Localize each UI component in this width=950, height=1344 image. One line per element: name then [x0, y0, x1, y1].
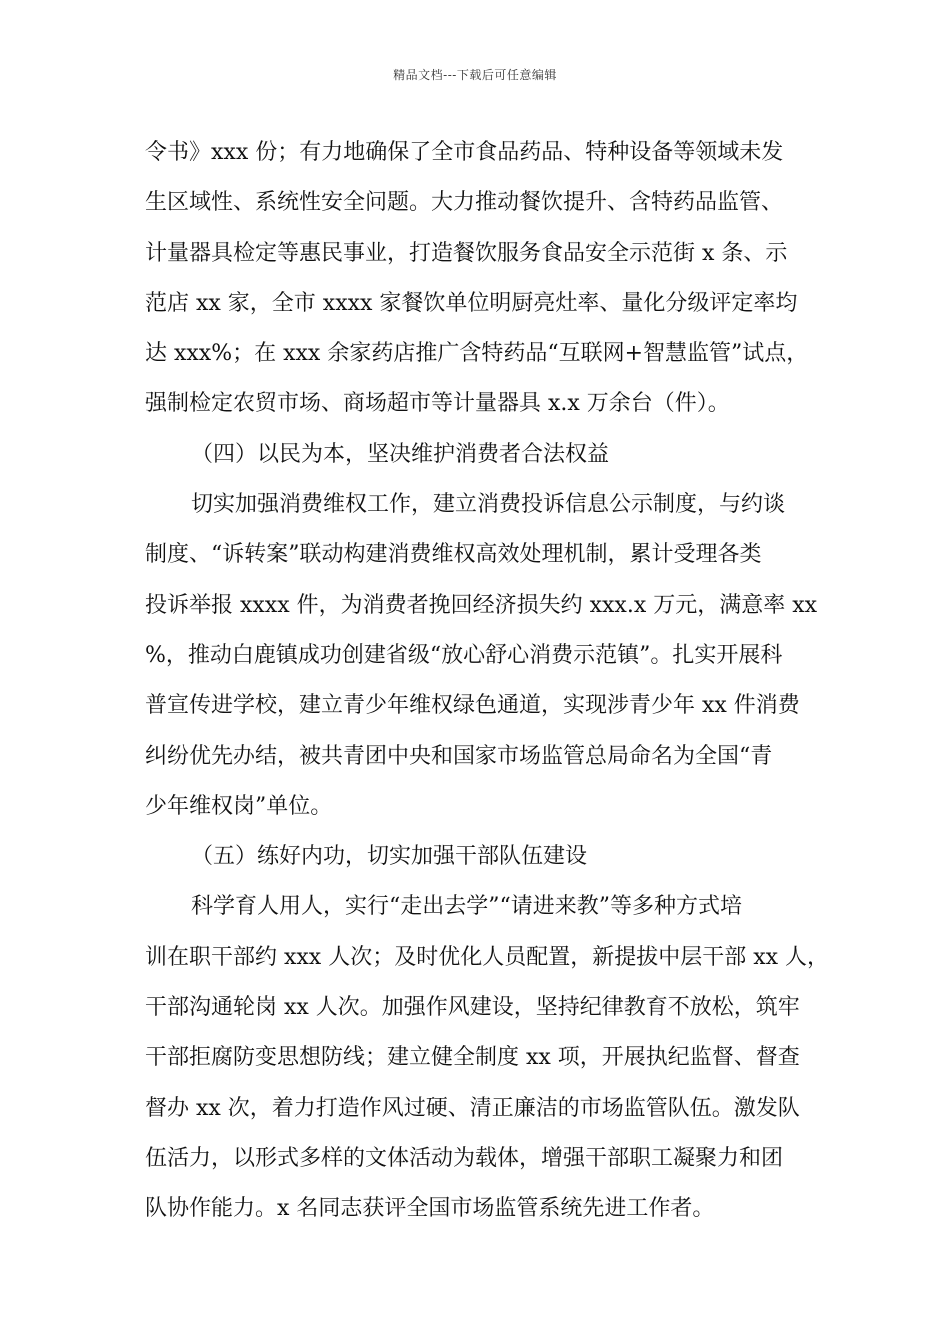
- page-header: 精品文档---下载后可任意编辑: [393, 68, 557, 82]
- text-line: 干部拒腐防变思想防线；建立健全制度 xx 项，开展执纪监督、督查: [145, 1045, 800, 1071]
- text-line: 制度、“诉转案”联动构建消费维权高效处理机制，累计受理各类: [145, 542, 762, 568]
- text-line: 生区域性、系统性安全问题。大力推动餐饮提升、含特药品监管、: [145, 190, 784, 216]
- text-line: 伍活力，以形式多样的文体活动为载体，增强干部职工凝聚力和团: [145, 1145, 784, 1171]
- section-heading: （五）练好内功，切实加强干部队伍建设: [191, 844, 588, 870]
- text-line: 训在职干部约 xxx 人次；及时优化人员配置，新提拔中层干部 xx 人，: [145, 944, 830, 970]
- document-body: [145, 128, 830, 1235]
- text-line: 切实加强消费维权工作，建立消费投诉信息公示制度，与约谈: [191, 492, 786, 518]
- text-line: 少年维权岗”单位。: [145, 793, 333, 819]
- text-line: 队协作能力。x 名同志获评全国市场监管系统先进工作者。: [145, 1196, 715, 1222]
- text-line: %，推动白鹿镇成功创建省级“放心舒心消费示范镇”。扎实开展科: [145, 642, 783, 668]
- text-line: 范店 xx 家，全市 xxxx 家餐饮单位明厨亮灶率、量化分级评定率均: [145, 290, 798, 316]
- text-line: 计量器具检定等惠民事业，打造餐饮服务食品安全示范街 x 条、示: [145, 240, 788, 266]
- section-heading: （四）以民为本，坚决维护消费者合法权益: [191, 441, 610, 467]
- text-line: 纠纷优先办结，被共青团中央和国家市场监管总局命名为全国“青: [145, 743, 773, 769]
- text-line: 干部沟通轮岗 xx 人次。加强作风建设，坚持纪律教育不放松，筑牢: [145, 995, 800, 1021]
- text-line: 达 xxx%；在 xxx 余家药店推广含特药品“互联网+智慧监管”试点，: [145, 341, 809, 367]
- text-line: 普宣传进学校，建立青少年维权绿色通道，实现涉青少年 xx 件消费: [145, 693, 800, 719]
- text-line: 强制检定农贸市场、商场超市等计量器具 x.x 万余台（件）。: [145, 391, 730, 417]
- text-line: 令书》xxx 份；有力地确保了全市食品药品、特种设备等领域未发: [145, 140, 784, 165]
- text-line: 督办 xx 次，着力打造作风过硬、清正廉洁的市场监管队伍。激发队: [145, 1095, 800, 1121]
- text-line: 科学育人用人，实行“走出去学”“请进来教”等多种方式培: [191, 894, 742, 920]
- text-line: 投诉举报 xxxx 件，为消费者挽回经济损失约 xxx.x 万元，满意率 xx: [145, 592, 818, 618]
